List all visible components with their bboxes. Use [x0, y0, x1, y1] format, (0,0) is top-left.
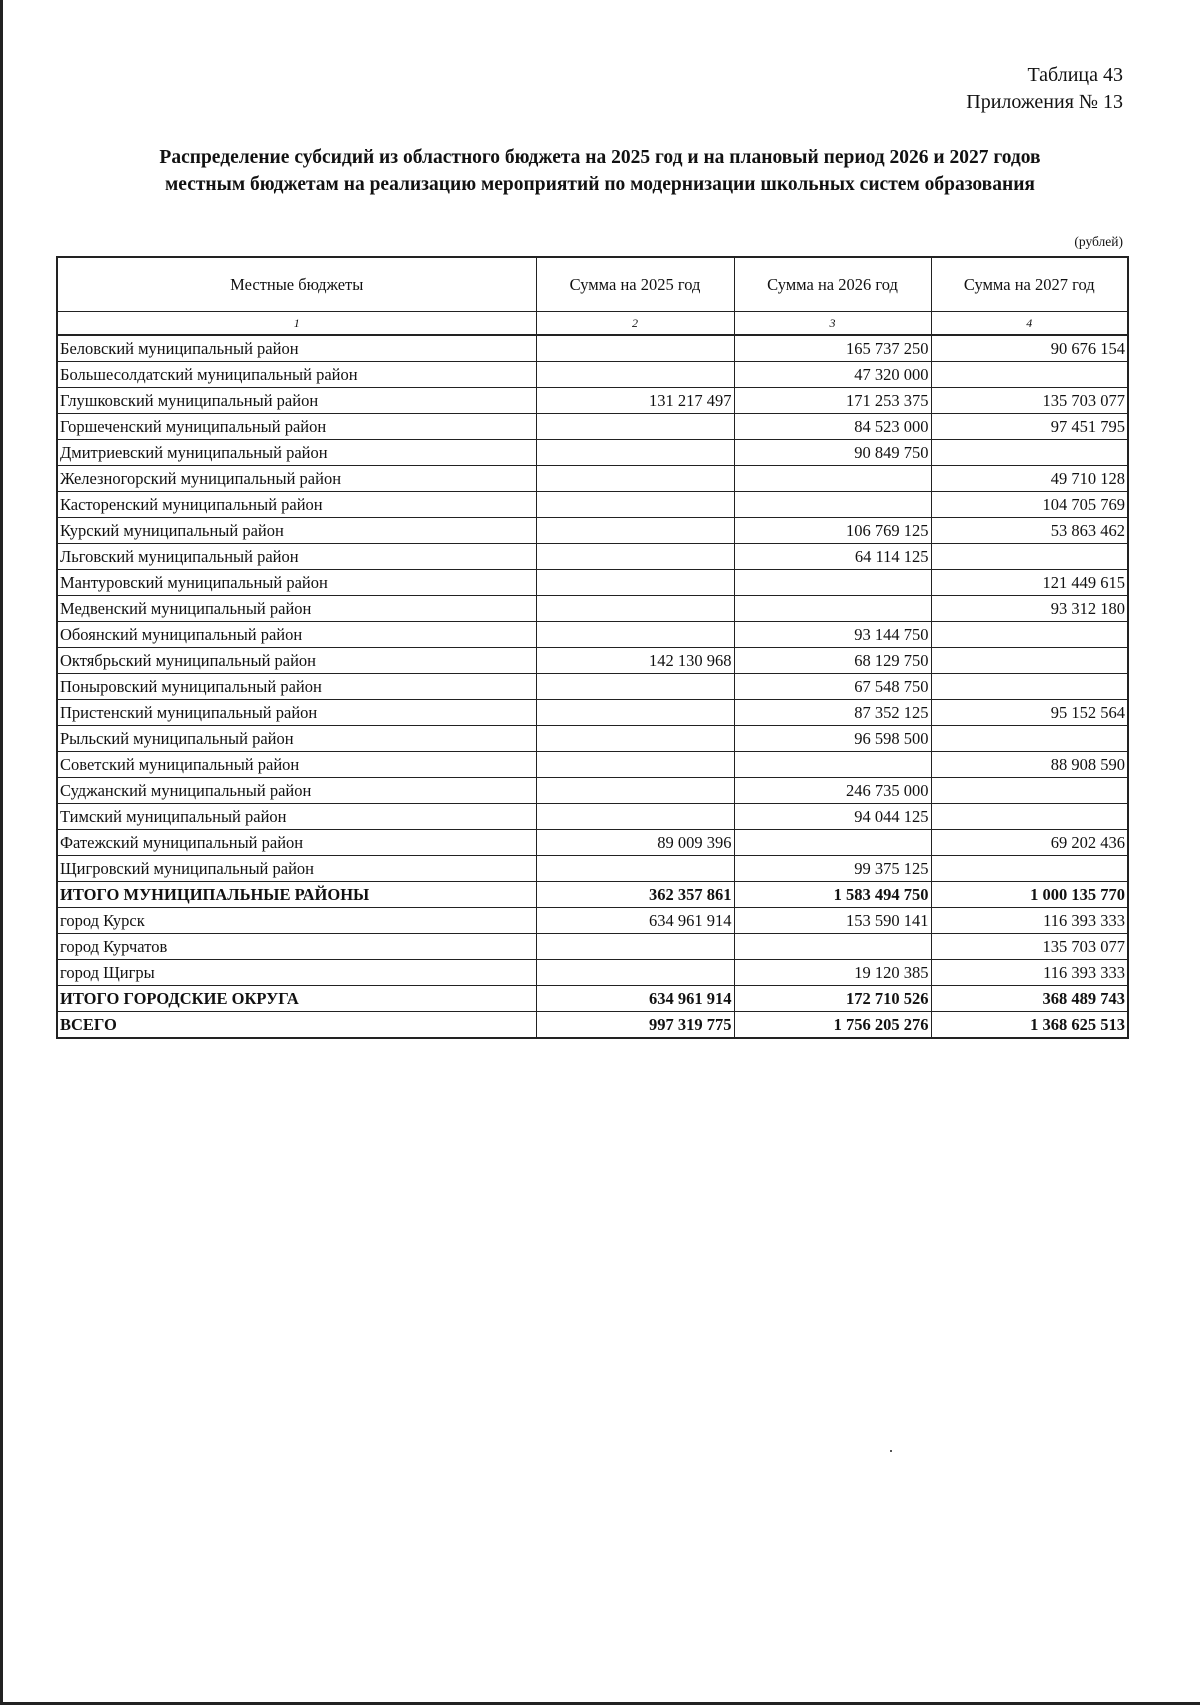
budget-name-cell: Пристенский муниципальный район: [57, 700, 536, 726]
budget-name-cell: Октябрьский муниципальный район: [57, 648, 536, 674]
amount-2025-cell: [536, 726, 734, 752]
amount-2025-cell: [536, 414, 734, 440]
table-row: [57, 362, 1128, 388]
budget-name-cell: Глушковский муниципальный район: [57, 388, 536, 414]
budget-name-cell: Дмитриевский муниципальный район: [57, 440, 536, 466]
table-row: [57, 960, 1128, 986]
amount-2026-cell: 99 375 125: [734, 856, 931, 882]
amount-2025-cell: [536, 466, 734, 492]
table-body: [57, 335, 1128, 1038]
column-header-2026: Сумма на 2026 год: [734, 257, 931, 312]
units-label: (рублей): [1074, 234, 1123, 249]
amount-2026-cell: [734, 934, 931, 960]
amount-2025-cell: [536, 570, 734, 596]
amount-2026-cell: 64 114 125: [734, 544, 931, 570]
amount-2025-cell: 89 009 396: [536, 830, 734, 856]
budget-name-cell: Касторенский муниципальный район: [57, 492, 536, 518]
budget-name-cell: ИТОГО ГОРОДСКИЕ ОКРУГА: [57, 986, 536, 1012]
amount-2025-cell: 997 319 775: [536, 1012, 734, 1039]
amount-2026-cell: 172 710 526: [734, 986, 931, 1012]
budget-name-cell: город Щигры: [57, 960, 536, 986]
table-row: [57, 804, 1128, 830]
amount-2025-cell: [536, 700, 734, 726]
budget-name-cell: Курский муниципальный район: [57, 518, 536, 544]
budget-name-cell: Фатежский муниципальный район: [57, 830, 536, 856]
table-row: [57, 648, 1128, 674]
column-number-4: 4: [931, 312, 1128, 336]
amount-2027-cell: 116 393 333: [931, 960, 1128, 986]
amount-2025-cell: 634 961 914: [536, 986, 734, 1012]
column-number-1: 1: [57, 312, 536, 336]
appendix-number: Приложения № 13: [966, 91, 1123, 113]
budget-name-cell: Рыльский муниципальный район: [57, 726, 536, 752]
amount-2027-cell: 90 676 154: [931, 335, 1128, 362]
amount-2025-cell: [536, 335, 734, 362]
amount-2025-cell: 131 217 497: [536, 388, 734, 414]
amount-2025-cell: [536, 934, 734, 960]
title-line-2: местным бюджетам на реализацию мероприятий по модернизации школьных систем образования: [165, 174, 1035, 195]
budget-name-cell: Большесолдатский муниципальный район: [57, 362, 536, 388]
amount-2027-cell: 135 703 077: [931, 934, 1128, 960]
budget-name-cell: Льговский муниципальный район: [57, 544, 536, 570]
table-row: [57, 778, 1128, 804]
table-row: [57, 492, 1128, 518]
amount-2027-cell: [931, 622, 1128, 648]
amount-2025-cell: [536, 778, 734, 804]
amount-2026-cell: 84 523 000: [734, 414, 931, 440]
amount-2025-cell: [536, 492, 734, 518]
amount-2026-cell: 93 144 750: [734, 622, 931, 648]
table-row: [57, 726, 1128, 752]
amount-2027-cell: [931, 856, 1128, 882]
amount-2027-cell: 116 393 333: [931, 908, 1128, 934]
amount-2027-cell: [931, 674, 1128, 700]
table-row: [57, 622, 1128, 648]
amount-2025-cell: 142 130 968: [536, 648, 734, 674]
scan-speck: [890, 1450, 892, 1452]
budget-name-cell: Беловский муниципальный район: [57, 335, 536, 362]
amount-2026-cell: 171 253 375: [734, 388, 931, 414]
amount-2027-cell: [931, 726, 1128, 752]
table-number: Таблица 43: [1027, 64, 1123, 86]
amount-2026-cell: 87 352 125: [734, 700, 931, 726]
amount-2026-cell: [734, 830, 931, 856]
amount-2026-cell: 47 320 000: [734, 362, 931, 388]
amount-2026-cell: 67 548 750: [734, 674, 931, 700]
amount-2027-cell: 1 368 625 513: [931, 1012, 1128, 1039]
table-row: [57, 414, 1128, 440]
table-row: [57, 700, 1128, 726]
budget-name-cell: ВСЕГО: [57, 1012, 536, 1039]
column-number-2: 2: [536, 312, 734, 336]
amount-2027-cell: 1 000 135 770: [931, 882, 1128, 908]
amount-2025-cell: 362 357 861: [536, 882, 734, 908]
amount-2026-cell: 153 590 141: [734, 908, 931, 934]
table-row: [57, 388, 1128, 414]
table-row: [57, 466, 1128, 492]
budget-name-cell: город Курск: [57, 908, 536, 934]
amount-2026-cell: 1 756 205 276: [734, 1012, 931, 1039]
amount-2027-cell: 88 908 590: [931, 752, 1128, 778]
budget-name-cell: город Курчатов: [57, 934, 536, 960]
budget-name-cell: Щигровский муниципальный район: [57, 856, 536, 882]
table-row: [57, 544, 1128, 570]
amount-2027-cell: 97 451 795: [931, 414, 1128, 440]
amount-2027-cell: [931, 362, 1128, 388]
subsidy-table: [56, 256, 1129, 1039]
amount-2026-cell: [734, 596, 931, 622]
amount-2027-cell: 121 449 615: [931, 570, 1128, 596]
table-row: [57, 830, 1128, 856]
amount-2025-cell: [536, 518, 734, 544]
amount-2026-cell: 106 769 125: [734, 518, 931, 544]
total-row: [57, 1012, 1128, 1039]
column-number-row: [57, 312, 1128, 336]
budget-name-cell: ИТОГО МУНИЦИПАЛЬНЫЕ РАЙОНЫ: [57, 882, 536, 908]
amount-2025-cell: [536, 440, 734, 466]
scan-edge-left: [0, 0, 3, 1705]
title-line-1: Распределение субсидий из областного бюджета на 2025 год и на плановый период 2026 и 2027 годов: [159, 147, 1041, 168]
amount-2027-cell: 95 152 564: [931, 700, 1128, 726]
table-row: [57, 440, 1128, 466]
amount-2027-cell: [931, 648, 1128, 674]
total-row: [57, 882, 1128, 908]
amount-2027-cell: [931, 778, 1128, 804]
table-row: [57, 335, 1128, 362]
amount-2025-cell: [536, 596, 734, 622]
amount-2027-cell: 49 710 128: [931, 466, 1128, 492]
table-row: [57, 674, 1128, 700]
budget-name-cell: Медвенский муниципальный район: [57, 596, 536, 622]
amount-2027-cell: [931, 440, 1128, 466]
budget-name-cell: Мантуровский муниципальный район: [57, 570, 536, 596]
budget-name-cell: Суджанский муниципальный район: [57, 778, 536, 804]
amount-2026-cell: 246 735 000: [734, 778, 931, 804]
column-header-2025: Сумма на 2025 год: [536, 257, 734, 312]
table-row: [57, 934, 1128, 960]
table-row: [57, 570, 1128, 596]
amount-2026-cell: 96 598 500: [734, 726, 931, 752]
document-title: [40, 144, 1160, 198]
amount-2025-cell: [536, 362, 734, 388]
table-row: [57, 752, 1128, 778]
budget-name-cell: Горшеченский муниципальный район: [57, 414, 536, 440]
amount-2026-cell: [734, 492, 931, 518]
amount-2025-cell: [536, 856, 734, 882]
table-header-row: [57, 257, 1128, 312]
table-row: [57, 596, 1128, 622]
amount-2025-cell: [536, 804, 734, 830]
amount-2026-cell: [734, 570, 931, 596]
amount-2027-cell: [931, 544, 1128, 570]
column-header-2027: Сумма на 2027 год: [931, 257, 1128, 312]
amount-2026-cell: 90 849 750: [734, 440, 931, 466]
column-header-budgets: Местные бюджеты: [57, 257, 536, 312]
amount-2026-cell: 94 044 125: [734, 804, 931, 830]
amount-2027-cell: 53 863 462: [931, 518, 1128, 544]
budget-name-cell: Тимский муниципальный район: [57, 804, 536, 830]
table-row: [57, 908, 1128, 934]
amount-2027-cell: 104 705 769: [931, 492, 1128, 518]
amount-2025-cell: [536, 960, 734, 986]
table-reference: [966, 62, 1123, 116]
amount-2025-cell: 634 961 914: [536, 908, 734, 934]
amount-2026-cell: 165 737 250: [734, 335, 931, 362]
budget-name-cell: Поныровский муниципальный район: [57, 674, 536, 700]
amount-2025-cell: [536, 544, 734, 570]
amount-2026-cell: 19 120 385: [734, 960, 931, 986]
table-row: [57, 518, 1128, 544]
budget-name-cell: Железногорский муниципальный район: [57, 466, 536, 492]
budget-name-cell: Советский муниципальный район: [57, 752, 536, 778]
amount-2026-cell: [734, 752, 931, 778]
amount-2025-cell: [536, 752, 734, 778]
budget-name-cell: Обоянский муниципальный район: [57, 622, 536, 648]
amount-2025-cell: [536, 622, 734, 648]
amount-2027-cell: 135 703 077: [931, 388, 1128, 414]
amount-2027-cell: [931, 804, 1128, 830]
column-number-3: 3: [734, 312, 931, 336]
amount-2026-cell: 1 583 494 750: [734, 882, 931, 908]
amount-2027-cell: 69 202 436: [931, 830, 1128, 856]
total-row: [57, 986, 1128, 1012]
table-row: [57, 856, 1128, 882]
amount-2026-cell: 68 129 750: [734, 648, 931, 674]
amount-2025-cell: [536, 674, 734, 700]
amount-2027-cell: 368 489 743: [931, 986, 1128, 1012]
amount-2027-cell: 93 312 180: [931, 596, 1128, 622]
amount-2026-cell: [734, 466, 931, 492]
